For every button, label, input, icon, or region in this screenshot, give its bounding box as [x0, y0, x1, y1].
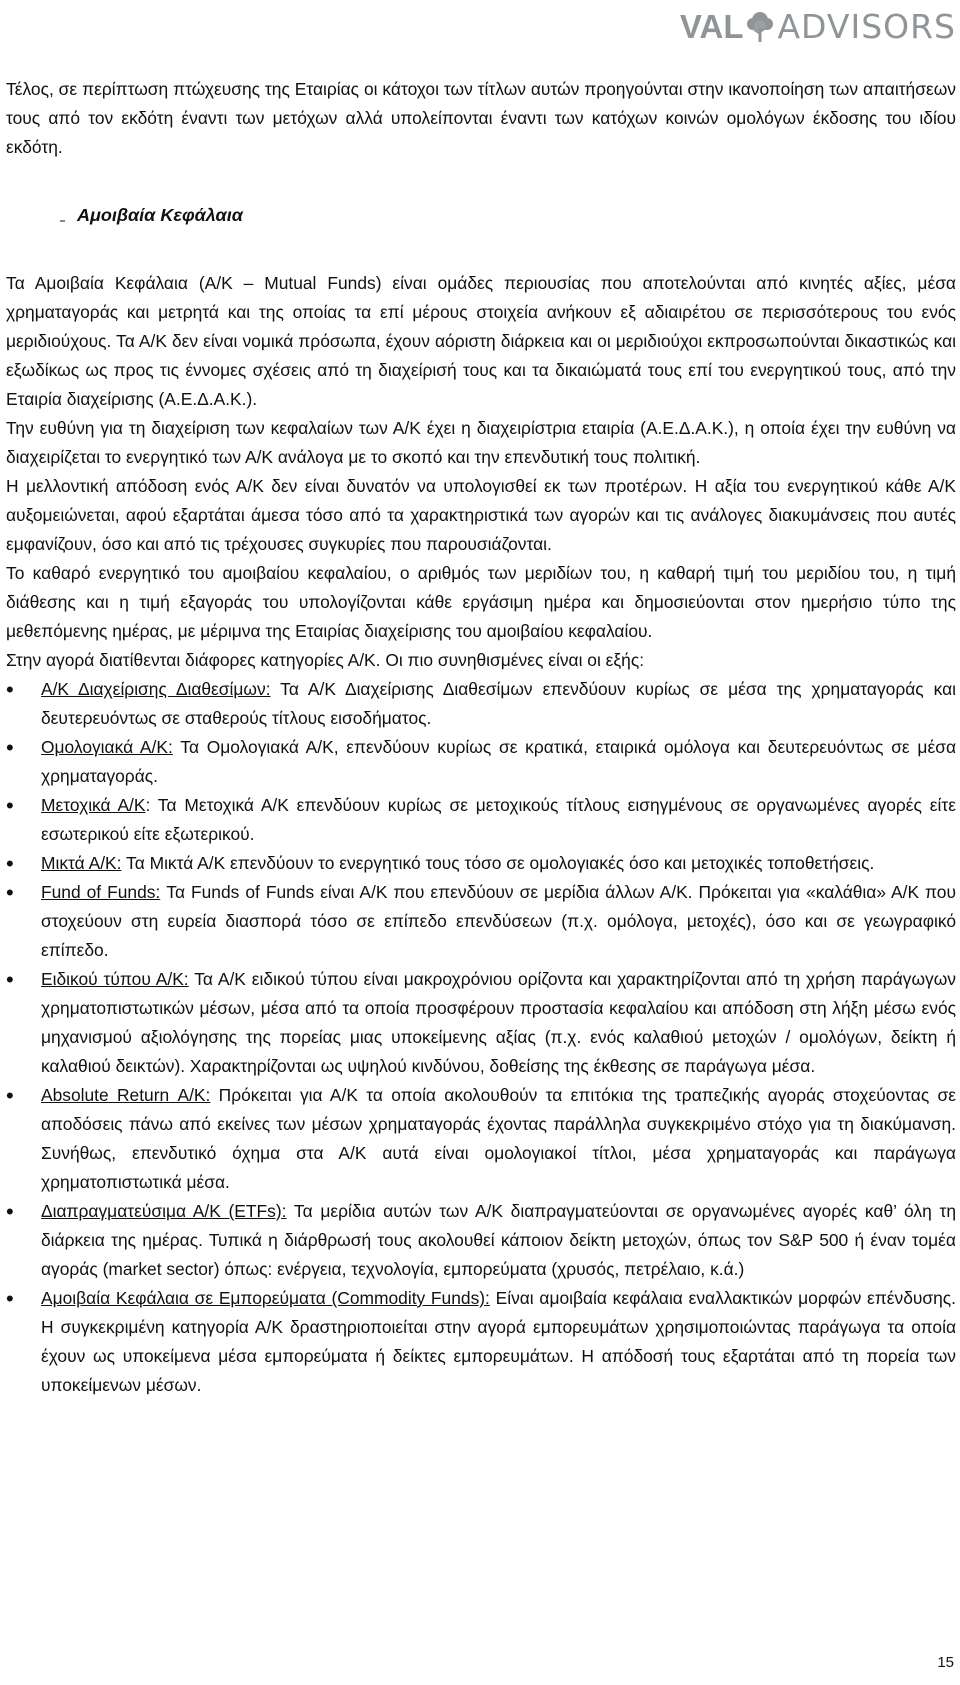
heading-marker-icon: [60, 220, 65, 222]
bullet-icon: •: [6, 1083, 14, 1108]
fund-type-description: Τα Funds of Funds είναι Α/Κ που επενδύουν σε μερίδια άλλων Α/Κ. Πρόκειται για «καλάθια» Α/Κ που στοχεύουν στη ευρεία διασπορά τόσο σε επίπεδο επενδύσεων (π.χ. ομόλογα, μετοχές), όσο και σε γεωγραφικό επίπεδο.: [41, 882, 956, 960]
bullet-icon: •: [6, 880, 14, 905]
bullet-icon: •: [6, 1286, 14, 1311]
section-title: Αμοιβαία Κεφάλαια: [77, 205, 243, 225]
bullet-icon: •: [6, 851, 14, 876]
bullet-icon: •: [6, 793, 14, 818]
fund-type-term: Ομολογιακά Α/Κ:: [41, 737, 173, 757]
logo-brand-light: ADVISORS: [777, 7, 956, 46]
list-item: [6, 1197, 956, 1284]
fund-type-term: Μικτά Α/Κ:: [41, 853, 122, 873]
list-item: [6, 675, 956, 733]
val-advisors-logo: [679, 7, 956, 46]
intro-paragraph: Τέλος, σε περίπτωση πτώχευσης της Εταιρίας οι κάτοχοι των τίτλων αυτών προηγούνται στην ικανοποίηση των απαιτήσεων τους από τον εκδότη έναντι των μετόχων αλλά υπολείπονται έναντι των κατόχων κοινών ομολόγων έκδοσης του ιδίου εκδότη.: [6, 79, 956, 157]
section-heading-row: [6, 201, 956, 230]
fund-type-description: Πρόκειται για Α/Κ τα οποία ακολουθούν τα επιτόκια της τραπεζικής αγοράς στοχεύοντας σε αποδόσεις πάνω από εκείνες των μέσων χρηματαγοράς έχοντας παράλληλα συγκεκριμένο στόχο για τη διακύμανση. Συνήθως, επενδυτικό όχημα στα Α/Κ αυτά είναι ομολογιακοί τίτλοι, μέσα χρηματαγοράς και παράγωγα χρηματοπιστωτικά μέσα.: [41, 1085, 956, 1192]
paragraph: Τα Αμοιβαία Κεφάλαια (Α/Κ – Mutual Funds) είναι ομάδες περιουσίας που αποτελούνται από κινητές αξίες, μέσα χρηματαγοράς και μετρητά και της οποίας τα επί μέρους στοιχεία ανήκουν εξ αδιαιρέτου σε περισσότερους του ενός μεριδιούχους. Τα Α/Κ δεν είναι νομικά πρόσωπα, έχουν αόριστη διάρκεια και οι μεριδιούχοι εκπροσωπούνται δικαστικώς και εξωδίκως ως προς τις έννομες σχέσεις από τη διαχείρισή τους και τα δικαιώματά τους επί του ενεργητικού τους, από την Εταιρία διαχείρισης (Α.Ε.Δ.Α.Κ.).: [6, 273, 956, 409]
list-item: [6, 1081, 956, 1197]
fund-type-description: Τα Ομολογιακά Α/Κ, επενδύουν κυρίως σε κρατικά, εταιρικά ομόλογα και δευτερευόντως σε μέσα χρηματαγοράς.: [41, 737, 956, 786]
bullet-icon: •: [6, 967, 14, 992]
list-item: [6, 849, 956, 878]
bullet-icon: •: [6, 735, 14, 760]
list-item: [6, 1284, 956, 1400]
document-body: [6, 75, 956, 1400]
fund-type-term: Διαπραγματεύσιμα Α/Κ (ETFs):: [41, 1201, 287, 1221]
fund-type-description: : Τα Μετοχικά Α/Κ επενδύουν κυρίως σε μετοχικούς τίτλους εισηγμένους σε οργανωμένες αγορές είτε εσωτερικού είτε εξωτερικού.: [41, 795, 956, 844]
logo-brand-bold: VAL: [679, 8, 744, 45]
list-item: [6, 878, 956, 965]
list-item: [6, 965, 956, 1081]
fund-type-term: Αμοιβαία Κεφάλαια σε Εμπορεύματα (Commodity Funds):: [41, 1288, 490, 1308]
paragraph: Η μελλοντική απόδοση ενός Α/Κ δεν είναι δυνατόν να υπολογισθεί εκ των προτέρων. Η αξία του ενεργητικού κάθε Α/Κ αυξομειώνεται, αφού εξαρτάται άμεσα τόσο από τα χαρακτηριστικά των αγορών και τις ανάλογες διακυμάνσεις που αυτές εμφανίζουν, όσο και από τις τρέχουσες συγκυρίες που παρουσιάζονται.: [6, 476, 956, 554]
paragraph: Το καθαρό ενεργητικό του αμοιβαίου κεφαλαίου, ο αριθμός των μεριδίων του, η καθαρή τιμή του μεριδίου του, η τιμή διάθεσης και η τιμή εξαγοράς του υπολογίζονται κάθε εργάσιμη ημέρα και δημοσιεύονται στον ημερήσιο τύπο της μεθεπόμενης ημέρας, με μέριμνα της Εταιρίας διαχείρισης του αμοιβαίου κεφαλαίου.: [6, 563, 956, 641]
fund-type-description: Τα μερίδια αυτών των Α/Κ διαπραγματεύονται σε οργανωμένες αγορές καθ’ όλη τη διάρκεια της ημέρας. Τυπικά η διάρθρωσή τους ακολουθεί κάποιον δείκτη μετοχών, όπως τον S&P 500 ή έναν τομέα αγοράς (market sector) όπως: ενέργεια, τεχνολογία, εμπορεύματα (χρυσός, πετρέλαιο, κ.ά.): [41, 1201, 957, 1279]
fund-types-list: [6, 675, 956, 1400]
bullet-icon: •: [6, 677, 14, 702]
bullet-icon: •: [6, 1199, 14, 1224]
fund-type-description: Τα Α/Κ Διαχείρισης Διαθεσίμων επενδύουν κυρίως σε μέσα της χρηματαγοράς και δευτερευόντως σε σταθερούς τίτλους εισοδήματος.: [41, 679, 956, 728]
list-item: [6, 791, 956, 849]
fund-type-term: Fund of Funds:: [41, 882, 161, 902]
fund-type-term: Ειδικού τύπου Α/Κ:: [41, 969, 189, 989]
fund-type-term: Α/Κ Διαχείρισης Διαθεσίμων:: [41, 679, 271, 699]
fund-type-description: Τα Μικτά Α/Κ επενδύουν το ενεργητικό τους τόσο σε ομολογιακές όσο και μετοχικές τοποθετήσεις.: [121, 853, 875, 873]
fund-type-description: Τα Α/Κ ειδικού τύπου είναι μακροχρόνιου ορίζοντα και χαρακτηρίζονται από τη χρήση παράγωγων χρηματοπιστωτικών μέσων, μέσα από τα οποία προσφέρουν προστασία κεφαλαίου και απόδοση στη λήξη μέσω ενός μηχανισμού αξιολόγησης της πορείας μιας υποκείμενης αξίας (π.χ. ενός καλαθιού μετοχών / ομολόγων, δείκτη ή καλαθιού δεικτών). Χαρακτηρίζονται ως υψηλού κινδύνου, δοθείσης της έκθεσης σε παράγωγα μέσα.: [41, 969, 956, 1076]
fund-type-term: Absolute Return Α/Κ:: [41, 1085, 211, 1105]
tree-icon: [744, 10, 776, 44]
list-item: [6, 733, 956, 791]
page-number: 15: [937, 1654, 954, 1671]
fund-type-term: Μετοχικά Α/Κ: [41, 795, 146, 815]
paragraph: Την ευθύνη για τη διαχείριση των κεφαλαίων των Α/Κ έχει η διαχειρίστρια εταιρία (Α.Ε.Δ.Α.Κ.), η οποία έχει την ευθύνη να διαχειρίζεται το ενεργητικό των Α/Κ ανάλογα με το σκοπό και την επενδυτική τους πολιτική.: [6, 418, 956, 467]
list-intro: Στην αγορά διατίθενται διάφορες κατηγορίες Α/Κ. Οι πιο συνηθισμένες είναι οι εξής:: [6, 650, 645, 670]
fund-type-description: Είναι αμοιβαία κεφάλαια εναλλακτικών μορφών επένδυσης. Η συγκεκριμένη κατηγορία Α/Κ δραστηριοποιείται στην αγορά εμπορευμάτων χρησιμοποιώντας παράγωγα τα οποία έχουν ως υποκείμενα μέσα εμπορεύματα ή δείκτες εμπορευμάτων. Η απόδοσή τους εξαρτάται από τη πορεία των υποκείμενων μέσων.: [41, 1288, 957, 1395]
